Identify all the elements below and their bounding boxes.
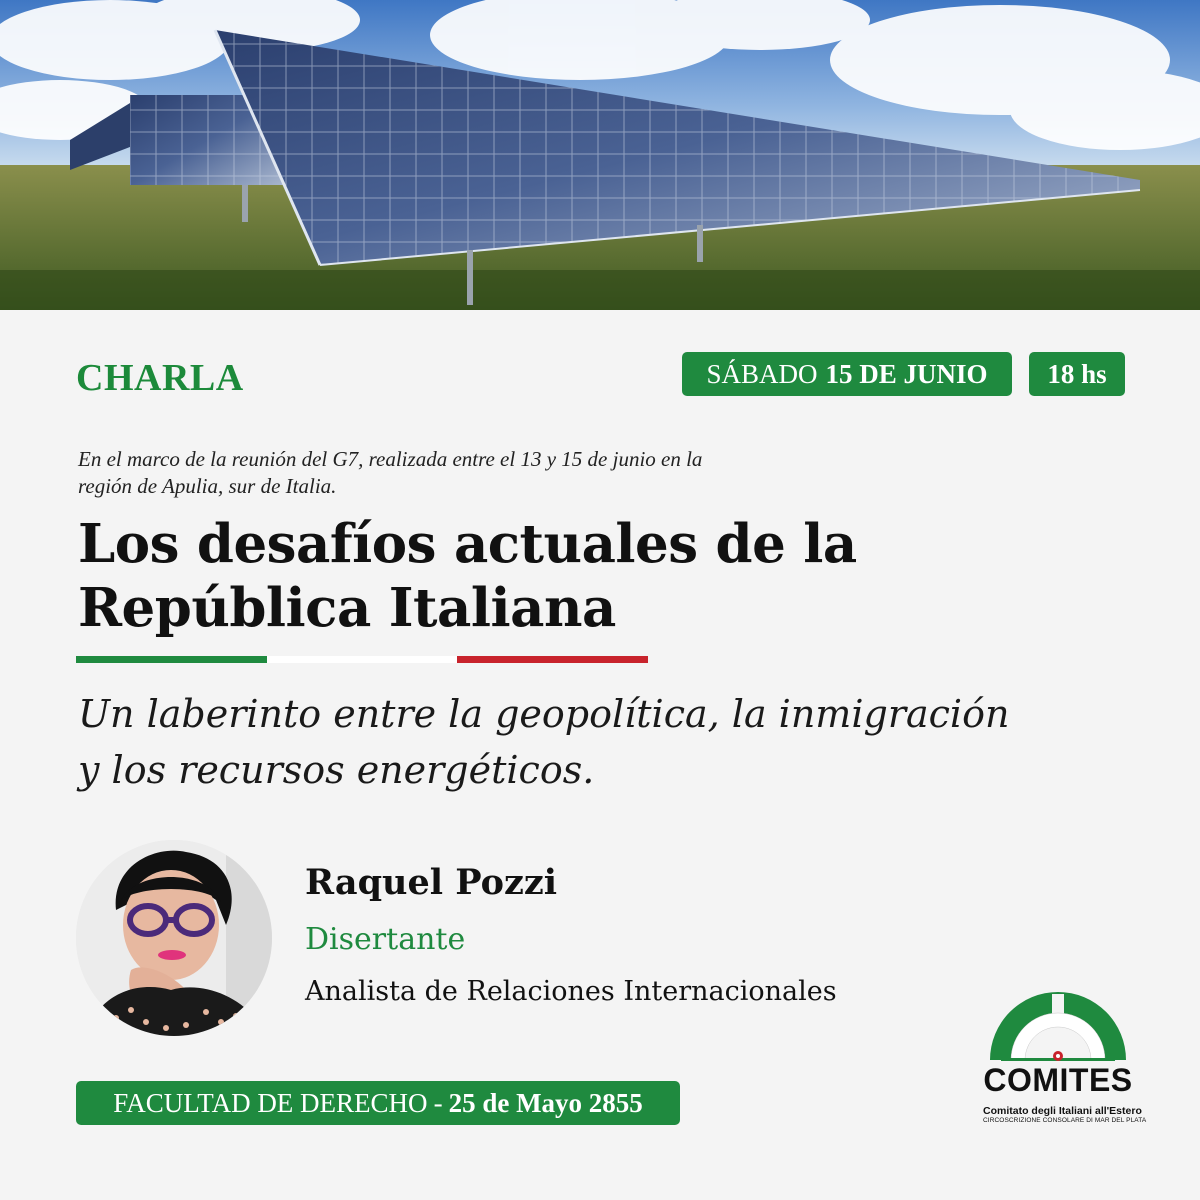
logo-subtitle: Comitato degli Italiani all'Estero <box>983 1105 1142 1117</box>
solar-panels-illustration <box>0 0 1200 310</box>
speaker-avatar <box>76 840 272 1036</box>
date-badge <box>682 352 1012 396</box>
logo-wordmark: COMITES <box>983 1062 1133 1098</box>
logo-subtitle-small: CIRCOSCRIZIONE CONSOLARE DI MAR DEL PLATA <box>983 1117 1147 1124</box>
event-category: CHARLA <box>76 357 244 399</box>
flag-white-stripe <box>267 656 458 663</box>
speaker-role: Disertante <box>305 922 466 957</box>
event-title <box>78 512 1078 640</box>
venue-place: FACULTAD DE DERECHO <box>113 1087 428 1118</box>
venue-separator: - <box>433 1087 443 1118</box>
speaker-name: Raquel Pozzi <box>305 862 558 903</box>
title-line-2: República Italiana <box>78 577 616 639</box>
speaker-description: Analista de Relaciones Internacionales <box>305 976 837 1007</box>
flag-green-stripe <box>76 656 267 663</box>
title-line-1: Los desafíos actuales de la <box>78 513 857 575</box>
italian-flag-underline <box>76 656 648 663</box>
date-day-month: 15 DE JUNIO <box>825 358 988 389</box>
date-weekday: SÁBADO <box>706 358 818 389</box>
event-subtitle <box>78 686 1158 798</box>
speaker-portrait-illustration <box>76 840 272 1036</box>
venue-badge <box>76 1081 680 1125</box>
subtitle-line-2: y los recursos energéticos. <box>78 748 595 792</box>
hero-photo <box>0 0 1200 310</box>
flag-red-stripe <box>457 656 648 663</box>
subtitle-line-1: Un laberinto entre la geopolítica, la inmigración <box>78 692 1010 736</box>
venue-address: 25 de Mayo 2855 <box>448 1087 643 1118</box>
context-text: En el marco de la reunión del G7, realizada entre el 13 y 15 de junio en la región de Apulia, sur de Italia. <box>78 447 703 498</box>
time-badge: 18 hs <box>1029 352 1125 396</box>
